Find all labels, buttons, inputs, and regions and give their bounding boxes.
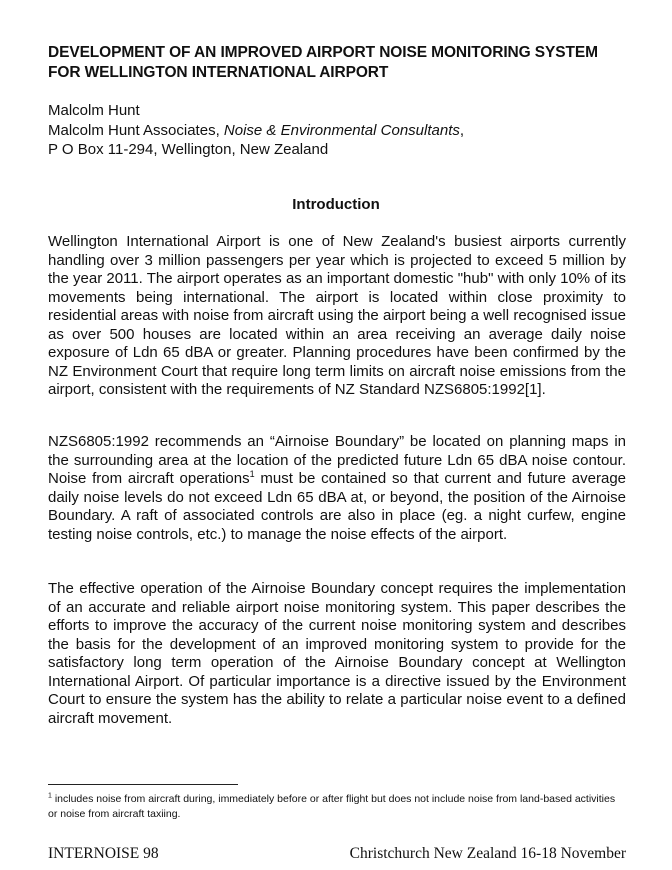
title-line-1: DEVELOPMENT OF AN IMPROVED AIRPORT NOISE MONITORING SYSTEM [48,44,598,61]
affiliation-role: Noise & Environmental Consultants [223,121,460,139]
affiliation-org: Malcolm Hunt Associates, [48,121,224,139]
footer-location-date: Christchurch New Zealand 16-18 November [349,845,626,862]
paragraph-2-part-1: NZS6805:1992 recommends an “Airnoise Boundary” be located on planning maps in the surrounding area at the location of the predicted future Ldn 65 dBA noise contour. Noise from aircraft operations [48,433,626,487]
footer-conference: INTERNOISE 98 [48,845,159,862]
author-block [48,101,628,160]
section-heading: Introduction [292,196,380,213]
paragraph-3: The effective operation of the Airnoise Boundary concept requires the implementation of an accurate and reliable airport noise monitoring system. This paper describes the efforts to improve the accuracy of the current noise monitoring system and describes the basis for the development of an improved monitoring system to provide for the satisfactory long term operation of the Airnoise Boundary concept at Wellington International Airport. Of particular importance is a directive issued by the Environment Court to ensure the system has the ability to relate a particular noise event to a defined aircraft movement. [48,580,626,727]
title-line-2: FOR WELLINGTON INTERNATIONAL AIRPORT [48,64,389,81]
footnote-divider [48,784,238,785]
author-affiliation [48,121,628,141]
affiliation-end: , [459,121,465,139]
paper-title [48,43,628,83]
author-address: P O Box 11-294, Wellington, New Zealand [48,141,329,158]
author-name: Malcolm Hunt [48,102,140,119]
footnote-mark: 1 [48,792,52,800]
footnote-reference: 1 [249,469,255,479]
footnote [48,792,626,822]
paragraph-2-part-2: must be contained so that current and future average daily noise levels do not exceed Ldn 65 dBA at, or beyond, the position of the Airnoise Boundary. A raft of associated controls are also in place (eg. a night curfew, engine testing noise controls, etc.) to manage the noise effects of the airport. [48,470,627,543]
paragraph-1: Wellington International Airport is one of New Zealand's busiest airports currently handling over 3 million passengers per year which is projected to exceed 5 million by the year 2011. The airport operates as an important domestic "hub" with only 10% of its movements being international. The airport is located within close proximity to residential areas with noise from aircraft using the airport being a well recognised issue as over 500 houses are located within an area receiving an average daily noise exposure of Ldn 65 dBA or greater. Planning procedures have been confirmed by the NZ Environment Court that require long term limits on aircraft noise emissions from the airport, consistent with the requirements of NZ Standard NZS6805:1992[1]. [48,233,626,398]
paragraph-2 [48,433,626,544]
footnote-text: includes noise from aircraft during, immediately before or after flight but does not include noise from land-based activities or noise from aircraft taxiing. [48,793,616,820]
